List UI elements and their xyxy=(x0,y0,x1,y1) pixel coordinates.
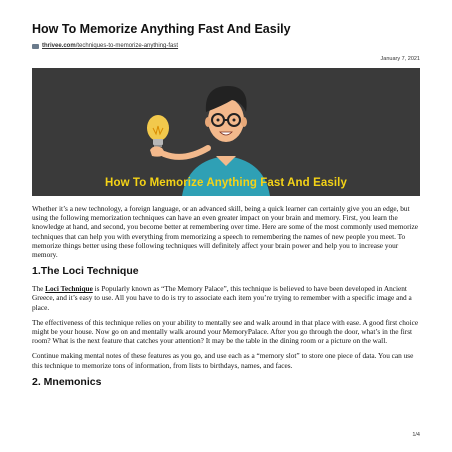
section-heading-loci: 1.The Loci Technique xyxy=(32,265,139,278)
loci-p1-after: is Popularly known as “The Memory Palace”, this technique is believed to have been developed in Ancient Greece, and it’s easy to use. All you have to do is try to associate each item you’re trying to remember with a specific image and a place. xyxy=(32,284,412,312)
publish-date: January 7, 2021 xyxy=(380,56,420,62)
loci-paragraph-1 xyxy=(32,284,420,312)
loci-paragraph-3: Continue making mental notes of these features as you go, and use each as a “memory slot” to store one piece of data. You can use this technique to memorize tons of information, from lists to birthdays, names, and faces. xyxy=(32,351,414,370)
section-heading-mnemonics: 2. Mnemonics xyxy=(32,375,102,388)
loci-paragraph-2: The effectiveness of this technique relies on your ability to mentally see and walk around in that place with ease. A good first choice might be your house. Now go on and mentally walk around your MemoryPalace. After you go through the door, what’s in the first room? What is the next feature that catches your attention? It may be the table in the dining room or a picture on the wall. xyxy=(32,317,419,346)
arm xyxy=(164,148,208,157)
source-path: /techniques-to-memorize-anything-fast xyxy=(75,43,179,49)
site-favicon-icon xyxy=(32,44,39,49)
hero-image xyxy=(32,68,420,196)
lightbulb-icon xyxy=(147,115,169,147)
intro-paragraph: Whether it’s a new technology, a foreign language, or an advanced skill, being a quick learner can certainly give you an edge, but using the following memorization techniques can have an even greater impact on your brain and memory. First, you learn the knowledge at hand, and second, you become better at remembering over time. Here are some of the most commonly used memorize techniques that can help you with everything from memorizing a speech to remembering the names of new people you meet. To memorize things better using these following techniques will definitely affect your brain power and help you to increase your memory. xyxy=(32,204,418,260)
document-title: How To Memorize Anything Fast And Easily xyxy=(32,22,291,36)
source-url[interactable] xyxy=(42,43,178,49)
source-domain: thrivee.com xyxy=(42,43,76,49)
page-number: 1/4 xyxy=(412,432,420,438)
loci-technique-link[interactable]: Loci Technique xyxy=(45,284,93,294)
hero-caption: How To Memorize Anything Fast And Easily xyxy=(105,177,347,189)
loci-p1-before: The xyxy=(32,284,46,294)
article-body xyxy=(32,204,420,395)
source-line xyxy=(32,43,178,49)
